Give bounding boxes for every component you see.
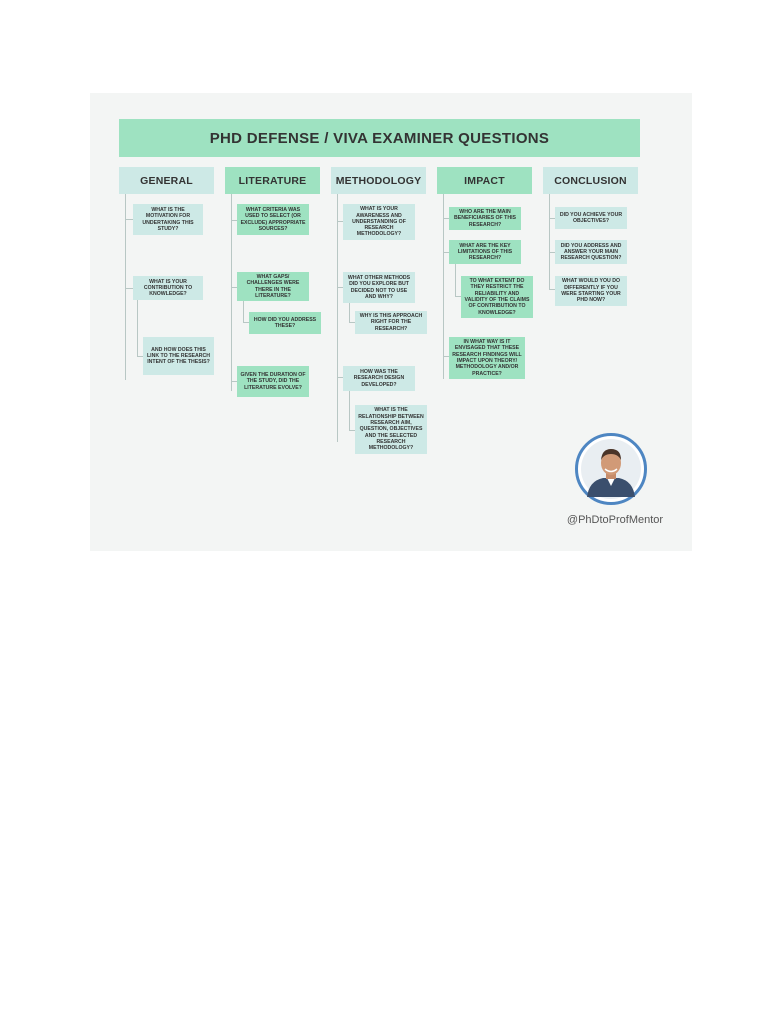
connector-line — [455, 264, 456, 297]
question-box: WHO ARE THE MAIN BENEFICIARIES OF THIS RESEARCH? — [449, 207, 521, 230]
connector-line — [125, 288, 133, 289]
question-box: WHAT OTHER METHODS DID YOU EXPLORE BUT DECIDED NOT TO USE AND WHY? — [343, 272, 415, 303]
question-box: WHAT WOULD YOU DO DIFFERENTLY IF YOU WERE STARTING YOUR PHD NOW? — [555, 276, 627, 306]
avatar — [575, 433, 647, 505]
column-header-impact: IMPACT — [437, 167, 532, 194]
connector-line — [125, 194, 126, 380]
diagram-canvas — [90, 93, 692, 551]
question-box: WHAT IS YOUR AWARENESS AND UNDERSTANDING OF RESEARCH METHODOLOGY? — [343, 204, 415, 240]
question-box: IN WHAT WAY IS IT ENVISAGED THAT THESE RESEARCH FINDINGS WILL IMPACT UPON THEORY/ METHODOLOGY AND/OR PRACTICE? — [449, 337, 525, 379]
question-box: HOW DID YOU ADDRESS THESE? — [249, 312, 321, 334]
question-box: WHAT GAPS/ CHALLENGES WERE THERE IN THE LITERATURE? — [237, 272, 309, 301]
connector-line — [349, 303, 350, 323]
person-photo-icon — [581, 439, 641, 499]
diagram-title: PHD DEFENSE / VIVA EXAMINER QUESTIONS — [119, 119, 640, 157]
question-box: WHAT IS YOUR CONTRIBUTION TO KNOWLEDGE? — [133, 276, 203, 300]
question-box: HOW WAS THE RESEARCH DESIGN DEVELOPED? — [343, 366, 415, 391]
connector-line — [243, 301, 244, 323]
connector-line — [443, 194, 444, 379]
connector-line — [125, 219, 133, 220]
question-box: WHAT IS THE RELATIONSHIP BETWEEN RESEARCH AIM, QUESTION, OBJECTIVES AND THE SELECTED RESEARCH METHODOLOGY? — [355, 405, 427, 454]
connector-line — [231, 194, 232, 391]
question-box: WHAT IS THE MOTIVATION FOR UNDERTAKING THIS STUDY? — [133, 204, 203, 235]
question-box: GIVEN THE DURATION OF THE STUDY, DID THE LITERATURE EVOLVE? — [237, 366, 309, 397]
connector-line — [337, 194, 338, 442]
column-header-literature: LITERATURE — [225, 167, 320, 194]
connector-line — [137, 297, 138, 357]
column-header-conclusion: CONCLUSION — [543, 167, 638, 194]
question-box: AND HOW DOES THIS LINK TO THE RESEARCH INTENT OF THE THESIS? — [143, 337, 214, 375]
connector-line — [549, 194, 550, 290]
question-box: DID YOU ACHIEVE YOUR OBJECTIVES? — [555, 207, 627, 229]
column-header-general: GENERAL — [119, 167, 214, 194]
column-header-methodology: METHODOLOGY — [331, 167, 426, 194]
question-box: WHAT CRITERIA WAS USED TO SELECT (OR EXCLUDE) APPROPRIATE SOURCES? — [237, 204, 309, 235]
question-box: TO WHAT EXTENT DO THEY RESTRICT THE RELIABILITY AND VALIDITY OF THE CLAIMS OF CONTRIBUTION TO KNOWLEDGE? — [461, 276, 533, 318]
question-box: DID YOU ADDRESS AND ANSWER YOUR MAIN RESEARCH QUESTION? — [555, 240, 627, 264]
author-handle: @PhDtoProfMentor — [566, 514, 664, 526]
connector-line — [349, 391, 350, 431]
question-box: WHAT ARE THE KEY LIMITATIONS OF THIS RESEARCH? — [449, 240, 521, 264]
question-box: WHY IS THIS APPROACH RIGHT FOR THE RESEARCH? — [355, 311, 427, 334]
